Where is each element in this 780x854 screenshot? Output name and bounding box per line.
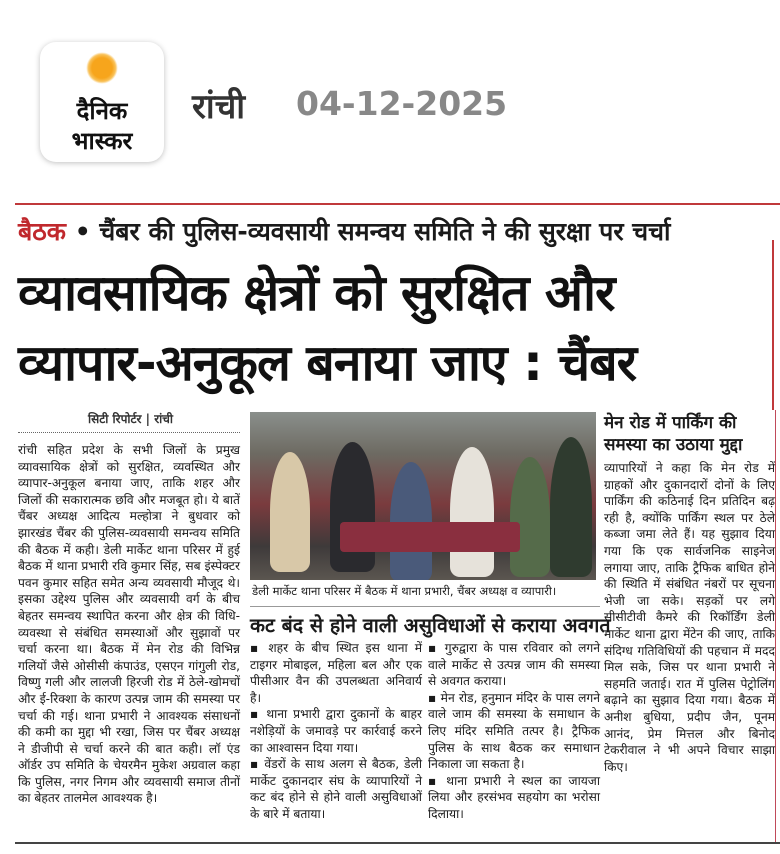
edition-city: रांची — [192, 87, 246, 127]
sidebar-body: व्यापारियों ने कहा कि मेन रोड में ग्राहकों और दुकानदारों दोनों के लिए पार्किंग की कठिनाई दिन प्रतिदिन बढ़ रही है, क्योंकि पार्किंग स्थल पर ठेले कब्जा जमा लेते हैं। यह सुझाव दिया गया कि एक सार्वजनिक साइनेज लगाया जाए, ताकि ट्रैफिक बाधित होने की स्थिति में संबंधित नंबरों पर सूचना भेजी जा सके। सड़कों पर लगे सीसीटीवी कैमरे की रिकॉर्डिंग डेली मार्केट थाना द्वारा मेंटेन की जाए, ताकि संदिग्ध गतिविधियों की पहचान में मदद मिल सके, जिस पर थाना प्रभारी ने सहमति जताई। रात में पुलिस पेट्रोलिंग बढ़ाने का सुझाव दिया गया। बैठक में अनीश बुधिया, प्रदीप जैन, पूनम आनंद, प्रेम मित्तल और बिनोद टेकरीवाल ने भी अपने विचार साझा किए। — [604, 461, 775, 774]
bullet-list-left — [250, 640, 422, 823]
bottom-rule — [15, 842, 780, 844]
dainik-bhaskar-logo — [40, 42, 164, 162]
edition-date: 04-12-2025 — [296, 84, 508, 123]
kicker-text: • चैंबर की पुलिस-व्यवसायी समन्वय समिति ने की सुरक्षा पर चर्चा — [66, 217, 671, 246]
headline-line-2: व्यापार-अनुकूल बनाया जाए : चैंबर — [18, 334, 637, 392]
bullet-item: ▪ मेन रोड, हनुमान मंदिर के पास लगने वाले जाम की समस्या के समाधान के लिए मंदिर समिति तत्पर है। ट्रैफिक पुलिस के साथ बैठक कर समाधान निकाला जा सकता है। — [428, 690, 600, 772]
kicker-label: बैठक — [18, 217, 67, 246]
bullet-item: ▪ शहर के बीच स्थित इस थाना में टाइगर मोबाइल, महिला बल और एक पीसीआर वैन की उपलब्धता अनिवार्य है। — [250, 641, 422, 705]
bullet-list-right — [428, 640, 600, 823]
top-rule — [15, 203, 780, 205]
article-body: रांची सहित प्रदेश के सभी जिलों के प्रमुख व्यावसायिक क्षेत्रों को सुरक्षित, व्यवस्थित और व्यापार-अनुकूल बनाया जाए, ताकि शहर और जिलों की सकारात्मक छवि और मजबूत हो। ये बातें चैंबर अध्यक्ष आदित्य मल्होत्रा ने बुधवार को झारखंड चैंबर की पुलिस-व्यवसायी समन्वय समिति की बैठक में कही। डेली मार्केट थाना परिसर में हुई बैठक में थाना प्रभारी रवि कुमार सिंह, सब इंस्पेक्टर पवन कुमार सहित समेत अन्य व्यवसायी मौजूद थे। इसका उद्देश्य पुलिस और व्यवसायी वर्ग के बीच बेहतर समन्वय स्थापित करना और क्षेत्र की विधि-व्यवस्था से संबंधित समस्याओं और सुझावों पर चर्चा करना था। बैठक में मेन रोड की विभिन्न गलियों जैसे ओसीसी कंपाउंड, एसएन गांगुली रोड, विष्णु गली और लालजी हिरजी रोड में ठेले-खोमचों और ई-रिक्शा के कारण उत्पन्न जाम की समस्या पर चर्चा की गई। थाना प्रभारी ने आवश्यक संसाधनों की कमी का मुद्दा भी रखा, जिस पर चैंबर अध्यक्ष ने डीजीपी से चर्चा करने की बात कही। लॉ एंड ऑर्डर उप समिति के चेयरमैन मुकेश अग्रवाल कहा कि पुलिस, नगर निगम और व्यवसायी समाज तीनों का बेहतर तालमेल आवश्यक है। — [18, 443, 240, 806]
headline-line-1: व्यावसायिक क्षेत्रों को सुरक्षित और — [18, 264, 615, 322]
byline: सिटी रिपोर्टर | रांची — [88, 412, 173, 426]
bullet-item: ▪ वेंडरों के साथ अलग से बैठक, डेली मार्केट दुकानदार संघ के व्यापारियों ने कट बंद होने से होने वाली असुविधाओं के बारे में बताया। — [250, 757, 422, 821]
dotted-divider — [18, 432, 240, 433]
bullet-item: ▪ थाना प्रभारी ने स्थल का जायजा लिया और हरसंभव सहयोग का भरोसा दिलाया। — [428, 773, 600, 821]
bullet-item: ▪ गुरुद्वारा के पास रविवार को लगने वाले मार्केट से उत्पन्न जाम की समस्या से अवगत कराया। — [428, 641, 600, 689]
photo-caption: डेली मार्केट थाना परिसर में बैठक में थाना प्रभारी, चैंबर अध्यक्ष व व्यापारी। — [252, 584, 557, 598]
meeting-photo — [250, 412, 596, 580]
headline — [18, 258, 778, 398]
sun-icon — [86, 52, 118, 84]
logo-text-line2: भास्कर — [71, 127, 133, 155]
sidebar-heading: मेन रोड में पार्किंग की समस्या का उठाया मुद्दा — [604, 413, 743, 455]
logo-text-line1: दैनिक — [76, 97, 128, 125]
subheading: कट बंद से होने वाली असुविधाओं से कराया अवगत — [250, 606, 600, 638]
kicker — [18, 214, 671, 248]
sidebar-story — [604, 410, 776, 844]
bullet-item: ▪ थाना प्रभारी द्वारा दुकानों के बाहर नशेड़ियों के जमावड़े पर कार्रवाई करने का आश्वासन दिया गया। — [250, 707, 422, 755]
